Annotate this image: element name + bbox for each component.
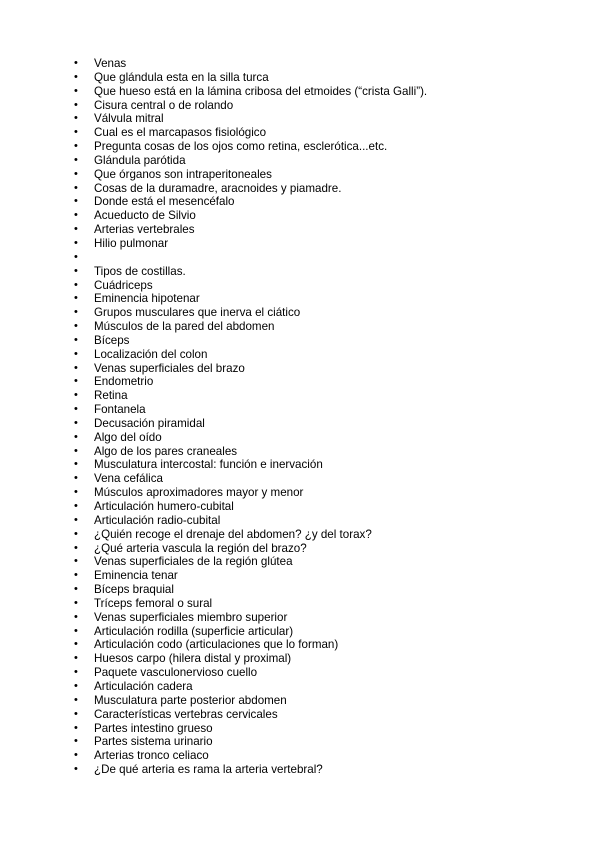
list-item-text: Grupos musculares que inerva el ciático: [94, 306, 301, 320]
list-item: [74, 722, 574, 736]
list-item: [74, 99, 574, 113]
list-item: [74, 126, 574, 140]
list-item-text: Musculatura parte posterior abdomen: [94, 693, 287, 707]
list-item: [74, 320, 574, 334]
bullet-icon: •: [74, 763, 78, 776]
list-item: [74, 500, 574, 514]
list-item: [74, 237, 574, 251]
list-item-text: Tipos de costillas.: [94, 264, 186, 278]
list-item: [74, 209, 574, 223]
bullet-icon: •: [74, 57, 78, 69]
list-item: [74, 528, 574, 542]
bullet-icon: •: [74, 583, 78, 596]
bullet-icon: •: [74, 749, 78, 762]
list-item: [74, 542, 574, 556]
list-item: [74, 417, 574, 431]
list-item-text: Endometrio: [94, 375, 154, 389]
bullet-icon: •: [74, 375, 78, 388]
list-item: [74, 763, 574, 777]
list-item: [74, 514, 574, 528]
list-item: [74, 154, 574, 168]
list-item: [74, 638, 574, 652]
bullet-icon: •: [74, 153, 78, 166]
list-item-text: Pregunta cosas de los ojos como retina, esclerótica...etc.: [94, 140, 388, 154]
list-item-text: Retina: [94, 389, 128, 403]
list-item-text: Articulación rodilla (superficie articular): [94, 624, 294, 638]
list-item-text: Tríceps femoral o sural: [94, 596, 213, 610]
list-item: [74, 85, 574, 99]
bullet-icon: •: [74, 278, 78, 291]
list-item: [74, 666, 574, 680]
bullet-icon: •: [74, 416, 78, 429]
bullet-icon: •: [74, 610, 78, 623]
list-item: [74, 486, 574, 500]
bullet-icon: •: [74, 527, 78, 540]
list-item: [74, 735, 574, 749]
list-item: [74, 195, 574, 209]
bullet-icon: •: [74, 735, 78, 748]
list-item-text: Eminencia tenar: [94, 569, 178, 583]
bullet-icon: •: [74, 181, 78, 194]
list-item: [74, 306, 574, 320]
list-item-text: Articulación cadera: [94, 679, 193, 693]
list-item-text: Eminencia hipotenar: [94, 292, 200, 306]
list-item: [74, 389, 574, 403]
bullet-icon: •: [74, 652, 78, 665]
bullet-icon: •: [74, 320, 78, 333]
bullet-icon: •: [74, 486, 78, 499]
bullet-icon: •: [74, 333, 78, 346]
list-item-text: Venas superficiales de la región glútea: [94, 555, 293, 569]
bullet-icon: •: [74, 472, 78, 485]
bullet-icon: •: [74, 444, 78, 457]
list-item-text: Bíceps: [94, 333, 130, 347]
bullet-icon: •: [74, 666, 78, 679]
list-item-text: Bíceps braquial: [94, 583, 174, 597]
bullet-icon: •: [74, 624, 78, 637]
list-item: [74, 611, 574, 625]
list-item: [74, 71, 574, 85]
bullet-icon: •: [74, 707, 78, 720]
bullet-icon: •: [74, 513, 78, 526]
bullet-icon: •: [74, 167, 78, 180]
list-item: [74, 555, 574, 569]
list-item-text: Venas: [94, 57, 127, 70]
list-item-text: ¿Quién recoge el drenaje del abdomen? ¿y del torax?: [94, 527, 372, 541]
bullet-icon: •: [74, 84, 78, 97]
list-item-text: Musculatura intercostal: función e inervación: [94, 458, 323, 472]
list-item-text: Partes sistema urinario: [94, 735, 213, 749]
bullet-icon: •: [74, 126, 78, 139]
list-item: [74, 652, 574, 666]
list-item-text: Articulación humero-cubital: [94, 500, 234, 513]
list-item-text: ¿Qué arteria vascula la región del brazo?: [94, 541, 307, 555]
list-item-text: Vena cefálica: [94, 472, 163, 486]
list-item-text: Articulación radio-cubital: [94, 513, 221, 527]
list-item-text: Venas superficiales miembro superior: [94, 610, 288, 624]
list-item: [74, 362, 574, 376]
bullet-icon: •: [74, 292, 78, 305]
list-item: [74, 334, 574, 348]
list-item-text: Fontanela: [94, 403, 146, 417]
bullet-icon: •: [74, 458, 78, 471]
list-item-text: Localización del colon: [94, 347, 208, 361]
list-item-text: Músculos aproximadores mayor y menor: [94, 486, 304, 500]
list-item: [74, 583, 574, 597]
list-item: [74, 279, 574, 293]
bullet-icon: •: [74, 693, 78, 706]
list-item-text: Acueducto de Silvio: [94, 209, 196, 223]
bullet-icon: •: [74, 195, 78, 208]
list-item-text: Músculos de la pared del abdomen: [94, 320, 275, 334]
bullet-icon: •: [74, 541, 78, 554]
list-item-text: Glándula parótida: [94, 153, 186, 167]
bullet-icon: •: [74, 569, 78, 582]
bullet-list: [74, 57, 574, 777]
bullet-icon: •: [74, 236, 78, 249]
list-item-text: Cual es el marcapasos fisiológico: [94, 126, 267, 140]
list-item: [74, 597, 574, 611]
list-item: [74, 445, 574, 459]
list-item-text: Partes intestino grueso: [94, 721, 213, 735]
bullet-icon: •: [74, 70, 78, 83]
bullet-icon: •: [74, 250, 78, 263]
list-item-text: Cuádriceps: [94, 278, 153, 292]
list-item-text: Cosas de la duramadre, aracnoides y piamadre.: [94, 181, 342, 195]
list-item: [74, 223, 574, 237]
bullet-icon: •: [74, 306, 78, 319]
list-item: [74, 140, 574, 154]
bullet-icon: •: [74, 389, 78, 402]
list-item-text: Paquete vasculonervioso cuello: [94, 666, 258, 680]
list-item-text: Decusación piramidal: [94, 416, 205, 430]
list-item-text: Donde está el mesencéfalo: [94, 195, 235, 209]
bullet-icon: •: [74, 140, 78, 153]
list-item: [74, 569, 574, 583]
list-item: [74, 348, 574, 362]
list-item-text: Que hueso está en la lámina cribosa del etmoides (“crista Galli”).: [94, 84, 428, 98]
bullet-icon: •: [74, 555, 78, 568]
bullet-icon: •: [74, 112, 78, 125]
list-item-text: ¿De qué arteria es rama la arteria vertebral?: [94, 763, 323, 777]
list-item: [74, 57, 574, 71]
list-item: [74, 749, 574, 763]
bullet-icon: •: [74, 264, 78, 277]
list-item-text: Huesos carpo (hilera distal y proximal): [94, 652, 292, 666]
list-item-text: Arterias vertebrales: [94, 223, 195, 237]
bullet-icon: •: [74, 347, 78, 360]
bullet-icon: •: [74, 638, 78, 651]
list-item-text: Hilio pulmonar: [94, 236, 169, 250]
list-item: [74, 431, 574, 445]
bullet-icon: •: [74, 500, 78, 512]
bullet-icon: •: [74, 430, 78, 443]
list-item-text: Que órganos son intraperitoneales: [94, 167, 272, 181]
list-item-text: Que glándula esta en la silla turca: [94, 70, 269, 84]
list-item: [74, 472, 574, 486]
bullet-icon: •: [74, 721, 78, 734]
bullet-icon: •: [74, 679, 78, 692]
list-item: [74, 458, 574, 472]
list-item-text: Articulación codo (articulaciones que lo forman): [94, 638, 339, 652]
list-item: [74, 251, 574, 265]
list-item: [74, 182, 574, 196]
list-item: [74, 265, 574, 279]
list-item-text: Venas superficiales del brazo: [94, 361, 245, 375]
list-item: [74, 708, 574, 722]
list-item-text: Características vertebras cervicales: [94, 707, 278, 721]
bullet-icon: •: [74, 98, 78, 111]
list-item-text: Válvula mitral: [94, 112, 164, 126]
bullet-icon: •: [74, 361, 78, 374]
list-item: [74, 625, 574, 639]
list-item: [74, 680, 574, 694]
list-item: [74, 168, 574, 182]
bullet-icon: •: [74, 403, 78, 416]
list-item: [74, 292, 574, 306]
list-item: [74, 403, 574, 417]
list-item-text: Algo de los pares craneales: [94, 444, 238, 458]
bullet-icon: •: [74, 223, 78, 236]
list-item-text: Cisura central o de rolando: [94, 98, 234, 112]
list-item-text: Arterias tronco celiaco: [94, 749, 209, 763]
bullet-icon: •: [74, 209, 78, 222]
list-item: [74, 375, 574, 389]
bullet-icon: •: [74, 596, 78, 609]
list-item: [74, 694, 574, 708]
list-item-text: Algo del oído: [94, 430, 162, 444]
list-item: [74, 112, 574, 126]
